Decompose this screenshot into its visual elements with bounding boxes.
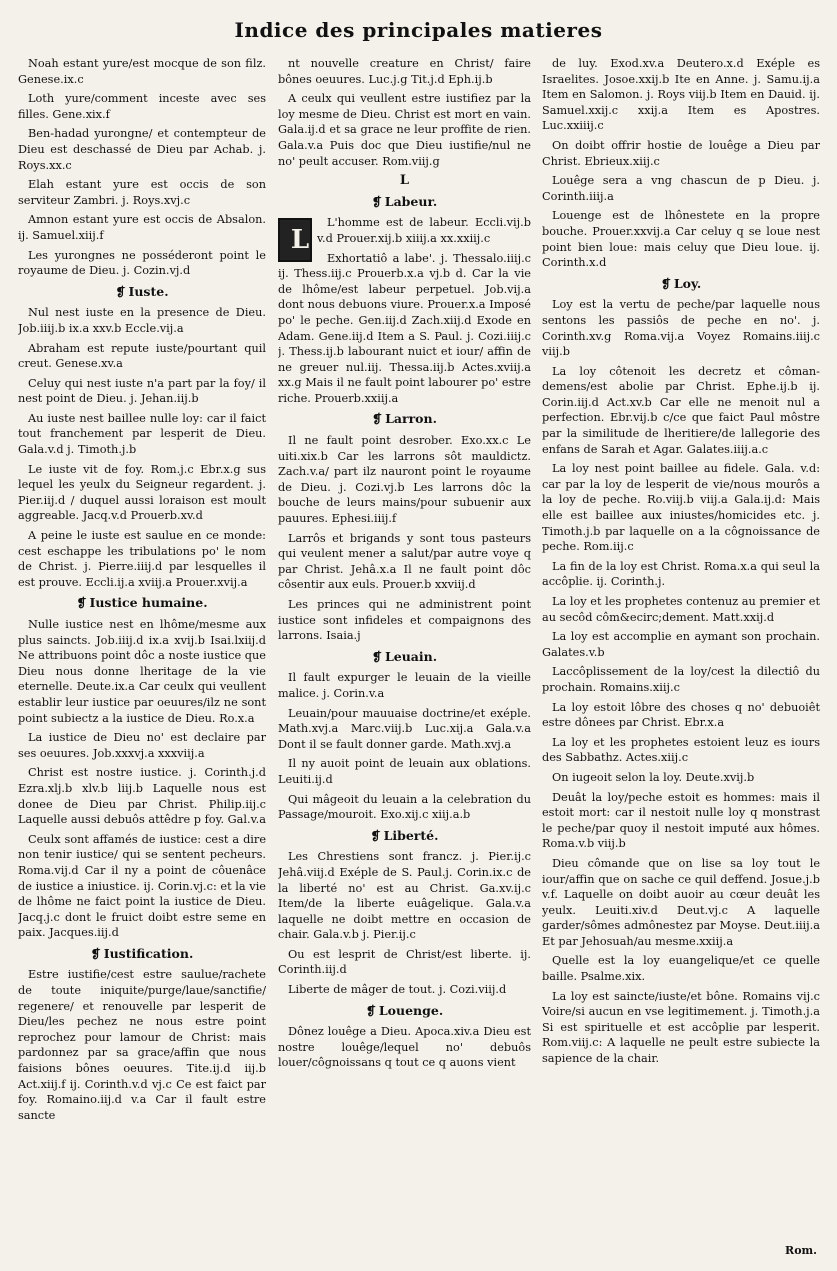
entry-iuste-vit-de-foy: Le iuste vit de foy. Rom.j.c Ebr.x.g sus lequel les yeulx du Seigneur regardent. j. Pier.iij.d / duquel aussi loraison est moult aggreable. Jacq.v.d Prouerb.xv.d (18, 462, 266, 523)
heading-leuain: ❡ Leuain. (278, 649, 531, 666)
entry-passage: Qui mâgeoit du leuain a la celebration du Passage/mouroit. Exo.xij.c xiij.a.b (278, 792, 531, 822)
catchword: Rom. (785, 1244, 817, 1257)
entry-a-peine: A peine le iuste est saulue en ce monde: cest eschappe les tribulations po' le nom de Christ. j. Pierre.iiij.d par lesquelles il est prouve. Eccli.ij.a xviij.a Prouer.xvij.a (18, 529, 266, 589)
heading-liberte: ❡ Liberté. (278, 828, 531, 845)
entry-chrestiens-francz: Les Chrestiens sont francz. j. Pier.ij.c Jehâ.viij.d Exéple de S. Paul.j. Corin.ix.c de la liberté no' est au Christ. Ga.xv.ij.c Item/de la liberte euâgelique. Gala.v.a laquelle ne doibt mettre en occasion de chair. Gala.v.b j. Pier.ij.c (278, 850, 531, 942)
entry-affamez: Ceulx sont affamés de iustice: cest a dire non tenir iustice/ qui se sentent pecheurs. Roma.vij.d Car il ny a point de côuenâce de iustice a iniustice. ij. Corin.vj.c: et la vie de lhôme ne faict point la iustice de Dieu. Jacq.j.c dont le fruict doibt estre seme en paix. Jacques.iij.d (18, 832, 266, 940)
entry-decretz: La loy côtenoit les decretz et cômandemens/est abolie par Christ. Ephe.ij.b ij. Corin.iij.d Act.xv.b Car elle ne menoit nul a perfection. Ebr.vij.b c/ce que faict Paul môstre par la similitude de lheritiere/de lallegorie des enfans de Sarah et Agar. Galates.iiij.a.c (542, 364, 820, 456)
entry-sabbathz: La loy et les prophetes estoient leuz es iours des Sabbathz. Actes.xiij.c (542, 735, 820, 765)
entry-expurger: Il fault expurger le leuain de la vieille malice. j. Corin.v.a (278, 671, 531, 700)
entry-honnestete: Louenge est de lhônestete en la propre bouche. Prouer.xxvij.a Car celuy q se loue nest point bien loue: mais celuy que Dieu loue. ij. Corinth.x.d (542, 209, 820, 270)
entry-euangelique: Quelle est la loy euangelique/et ce quelle baille. Psalme.xix. (542, 954, 820, 984)
entry-nulle-iustice: Nulle iustice nest en lhôme/mesme aux plus saincts. Job.iiij.d ix.a xvij.b Isai.lxiij.d Ne attribuons point dôc a noste iustice que Dieu nous donne lheritage de la vie eternelle. Deute.ix.a Car ceulx qui veullent establir leur iustice par oeuures/ilz ne sont point subiectz a la iustice de Dieu. Ro.x.a (18, 618, 266, 725)
entry-vertu-peche: Loy est la vertu de peche/par laquelle nous sentons les passiôs de peche en no'. j. Corinth.xv.g Roma.vij.a Voyez Romains.iiij.c viij.b (542, 298, 820, 359)
entry-exhortation: Exhortatiô a labe'. j. Thessalo.iiij.c ij. Thess.iij.c Prouerb.x.a vj.b d. Car la vie de lhôme/est labeur perpetuel. Job.vij.a dont nous debuons viure. Prouer.x.a Imposé po' le peche. Gen.iij.d Zach.xiij.d Exode en Adam. Gene.iij.d Item a S. Paul. j. Cozi.iiij.c j. Thess.ij.b labourant nuict et iour/ affin de ne greuer nul.iij. Thessa.iij.b Actes.xviij.a xx.g Mais il ne fault point labourer po' estre riche. Prouerb.xxiij.a (278, 251, 531, 405)
heading-iuste: ❡ Iuste. (18, 284, 266, 301)
entry-iustice-de-dieu: La iustice de Dieu no' est declaire par ses oeuures. Job.xxxvj.a xxxviij.a (18, 731, 266, 760)
entry-donnez-louenge: Dônez louêge a Dieu. Apoca.xiv.a Dieu est nostre louêge/lequel no' debuôs louer/côgnoissans q tout ce q auons vient (278, 1025, 531, 1070)
entry-nouvelle-creature: nt nouvelle creature en Christ/ faire bônes oeuures. Luc.j.g Tit.j.d Eph.ij.b (278, 57, 531, 86)
entry-prophetes: La loy et les prophetes contenuz au premier et au secôd côm&ecirc;dement. Matt.xxij.d (542, 595, 820, 624)
heading-larron: ❡ Larron. (278, 411, 531, 428)
entry-iugeoit: On iugeoit selon la loy. Deute.xvij.b (552, 770, 755, 784)
entry-homme-labeur (278, 215, 531, 256)
entry-abraham: Abraham est repute iuste/pourtant quil creut. Genese.xv.a (18, 341, 266, 371)
entry-christ-iustice: Christ est nostre iustice. j. Corinth.j.d Ezra.xlj.b xlv.b liij.b Laquelle nous est donee de Dieu par Christ. Philip.iij.c Laquelle aussi debuôs attêdre p foy. Gal.v.a (18, 766, 266, 827)
entry-loth: Loth yure/comment inceste avec ses filles. Gene.xix.f (18, 92, 266, 121)
entry-commande: Dieu cômande que on lise sa loy tout le iour/affin que on sache ce quil deffend. Josue.j.b v.f. Laquelle on doibt auoir au cœur deuât les yeulx. Leuiti.xiv.d Deut.vj.c A laquelle garder/sômes admônestez par Moyse. Deut.iiij.a Et par Jehosuah/au mesme.xxiij.a (542, 856, 820, 948)
entry-saincte: La loy est saincte/iuste/et bône. Romains vij.c Voire/si aucun en vse legitimement. j. Timoth.j.a Si est spirituelle et est accôplie par lesperit. Rom.viij.c: A laquelle ne peult estre subiecte la sapience de la chair. (542, 989, 820, 1066)
entry-esprit-christ: Ou est lesprit de Christ/est liberte. ij. Corinth.iij.d (278, 947, 531, 977)
entry-yurongnes: Les yurongnes ne posséderont point le royaume de Dieu. j. Cozin.vj.d (18, 248, 266, 278)
heading-loy: ❡ Loy. (542, 276, 820, 293)
entry-manger: Liberte de mâger de tout. j. Cozi.viij.d (288, 983, 507, 997)
entry-accomplie: La loy est accomplie en aymant son prochain. Galates.v.b (542, 630, 820, 659)
entry-iustifiez-par-loy: A ceulx qui veullent estre iustifiez par la loy mesme de Dieu. Christ est mort en vain. Gala.ij.d et sa grace ne leur proffite de rien. Gala.v.a Puis doc que Dieu iustifie/nul ne no' peult accuser. Rom.viij.g (278, 92, 531, 168)
heading-iustification: ❡ Iustification. (18, 946, 266, 963)
entry-elah: Elah estant yure est occis de son serviteur Zambri. j. Roys.xvj.c (18, 178, 266, 207)
entry-estre-iustifie: Estre iustifie/cest estre saulue/rachete de toute iniquite/purge/laue/sanctifie/ regenere/ et renouvelle par lesperit de Dieu/les pechez ne nous estre point reprochez pour lamour de Christ: mais pardonnez par sa grace/affin que nous faisions bônes oeuures. Tite.ij.d iij.b Act.xiij.f ij. Corinth.v.d vj.c Ce est faict par foy. Romaino.iij.d v.a Car il fault estre sancte (18, 968, 266, 1122)
heading-iustice-humaine: ❡ Iustice humaine. (18, 595, 266, 612)
entry-mauuaise-doctrine: Leuain/pour mauuaise doctrine/et exéple. Math.xvj.a Marc.viij.b Luc.xij.a Gala.v.a Dont il se fault donner garde. Math.xvj.a (278, 706, 531, 751)
heading-louenge: ❡ Louenge. (278, 1003, 531, 1020)
entry-dilection: Laccôplissement de la loy/cest la dilectiô du prochain. Romains.xiij.c (542, 665, 820, 694)
heading-labeur: ❡ Labeur. (278, 194, 531, 211)
entry-baillee-fidele: La loy nest point baillee au fidele. Gala. v.d: car par la loy de lesperit de vie/nous mourôs a la loy de peche. Ro.viij.b viij.a Gala.ij.d: Mais elle est baillee aux iniustes/homicides etc. j. Timoth.j.b par laquelle on a la côgnoissance de peche. Rom.iij.c (542, 462, 820, 554)
entry-fin-loy: La fin de la loy est Christ. Roma.x.a qui seul la accôplie. ij. Corinth.j. (542, 559, 820, 589)
entry-loy-au-iuste: Au iuste nest baillee nulle loy: car il faict tout franchement par lesperit de Dieu. Gala.v.d j. Timoth.j.b (18, 411, 266, 457)
entry-louenge-chascun: Louêge sera a vng chascun de p Dieu. j. Corinth.iiij.a (542, 174, 820, 203)
entry-celuy-iuste: Celuy qui nest iuste n'a part par la foy/ il nest point de Dieu. j. Jehan.iij.b (18, 376, 266, 406)
entry-hostie: On doibt offrir hostie de louêge a Dieu par Christ. Ebrieux.xiij.c (542, 138, 820, 168)
entry-ben-hadad: Ben-hadad yurongne/ et contempteur de Dieu est deschassé de Dieu par Achab. j. Roys.xx.c (18, 127, 266, 172)
entry-brigands: Larrôs et brigands y sont tous pasteurs qui veulent mener a salut/par autre voye q par Christ. Jehâ.x.a Il ne fault point dôc côsentir aux euls. Prouer.b xxviij.d (278, 531, 531, 592)
entry-desrober: Il ne fault point desrober. Exo.xx.c Le uiti.xix.b Car les larrons sôt mauldictz. Zach.v.a/ part ilz nauront point le royaume de Dieu. j. Cozi.vj.b Les larrons dôc la bouche de leurs mains/pour subuenir aux pauures. Ephesi.iiij.f (278, 434, 531, 526)
entry-nul-iuste: Nul nest iuste en la presence de Dieu. Job.iiij.b ix.a xxv.b Eccle.vij.a (18, 306, 266, 335)
entry-text: L'homme est de labeur. Eccli.vij.b v.d Prouer.xij.b xiiij.a xx.xxiij.c (317, 216, 531, 245)
index-column-1 (18, 56, 266, 1256)
entry-ombre: La loy estoit lôbre des choses q no' debuoiêt estre dônees par Christ. Ebr.x.a (542, 700, 820, 730)
entry-noah: Noah estant yure/est mocque de son filz. Genese.ix.c (18, 57, 266, 86)
entry-oblations: Il ny auoit point de leuain aux oblations. Leuiti.ij.d (278, 757, 531, 786)
letter-heading-l: L (399, 173, 410, 189)
page-title: Indice des principales matieres (234, 18, 603, 42)
index-column-3 (542, 56, 820, 1256)
entry-deuant-loy: Deuât la loy/peche estoit es hommes: mais il estoit mort: car il nestoit nulle loy q monstrast le peche/par quoy il nestoit imputé aux hômes. Roma.v.b viij.b (542, 790, 820, 851)
entry-princes: Les princes qui ne administrent point iustice sont infideles et compaignons des larrons. Isaia.j (278, 598, 531, 643)
entry-amnon: Amnon estant yure est occis de Absalon. ij. Samuel.xiij.f (18, 213, 266, 242)
entry-de-luy: de luy. Exod.xv.a Deutero.x.d Exéple es Israelites. Josoe.xxij.b Ite en Anne. j. Samu.ij.a Item en Salomon. j. Roys viij.b Item en Dauid. ij. Samuel.xxij.c xxij.a Item es Apostres. Luc.xxiiij.c (542, 57, 820, 133)
decorated-initial-l: L (278, 218, 312, 262)
index-column-2 (278, 56, 531, 1256)
